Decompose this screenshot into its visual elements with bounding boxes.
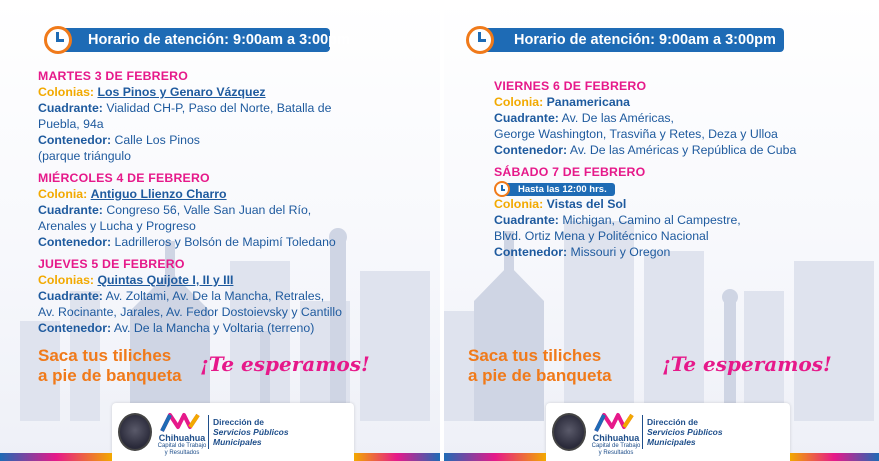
department-line-2: Servicios Públicos [213, 427, 289, 437]
slogan [468, 346, 612, 386]
cuadrante-value: Vialidad CH-P, Paso del Norte, Batalla de [106, 101, 332, 115]
cuadrante-value-cont: Av. Rocinante, Jarales, Av. Fedor Dostoievsky y Cantillo [38, 305, 342, 319]
entry-date: MARTES 3 DE FEBRERO [38, 69, 189, 83]
clock-icon [494, 181, 510, 197]
brand-name: Chihuahua [158, 433, 206, 443]
colonia-value: Los Pinos y Genaro Vázquez [97, 85, 266, 99]
schedule-list [494, 78, 874, 260]
contenedor-label: Contenedor: [38, 235, 112, 249]
contenedor-label: Contenedor: [38, 133, 112, 147]
cuadrante-value: Michigan, Camino al Campestre, [562, 213, 741, 227]
contenedor-value: Missouri y Oregon [570, 245, 671, 259]
colonia-value: Antiguo Llienzo Charro [90, 187, 227, 201]
department-line-3: Municipales [213, 437, 262, 447]
contenedor-value: Av. De las Américas y República de Cuba [569, 143, 797, 157]
chihuahua-logo-icon [594, 411, 634, 433]
slogan-line-1: Saca tus tiliches [38, 346, 172, 365]
brand-tagline [156, 443, 208, 457]
contenedor-label: Contenedor: [494, 245, 568, 259]
schedule-entry [38, 170, 438, 250]
hours-text: Horario de atención: 9:00am a 3:00pm [88, 32, 350, 48]
rainbow-band-left [0, 453, 112, 461]
clock-icon [466, 26, 494, 54]
chihuahua-logo [156, 409, 207, 457]
cuadrante-value-cont: Blvd. Ortiz Mena y Politécnico Nacional [494, 229, 709, 243]
colonia-value: Panamericana [546, 95, 631, 109]
rainbow-band-right [790, 453, 879, 461]
cuadrante-label: Cuadrante: [38, 289, 103, 303]
department-name [213, 417, 289, 447]
schedule-entry [38, 68, 438, 164]
rainbow-band-right [354, 453, 440, 461]
brand-tagline-2: y Resultados [598, 450, 634, 456]
department-line-2: Servicios Públicos [647, 427, 723, 437]
brand-tagline-2: y Resultados [164, 450, 200, 456]
department-line-3: Municipales [647, 437, 696, 447]
colonia-label: Colonias: [38, 85, 95, 99]
clock-icon [44, 26, 72, 54]
welcome-text: ¡Te esperamos! [662, 352, 832, 376]
entry-date: MIÉRCOLES 4 DE FEBRERO [38, 171, 210, 185]
cuadrante-value-cont: Puebla, 94a [38, 117, 104, 131]
contenedor-value: Av. De la Mancha y Voltaria (terreno) [113, 321, 315, 335]
colonia-label: Colonia: [494, 95, 544, 109]
cuadrante-label: Cuadrante: [38, 101, 103, 115]
brand-tagline-1: Capital de Trabajo [591, 443, 641, 449]
top-color-bar [0, 0, 440, 6]
rainbow-band-left [444, 453, 546, 461]
chihuahua-logo-icon [160, 411, 200, 433]
entry-date: JUEVES 5 DE FEBRERO [38, 257, 185, 271]
until-text: Hasta las 12:00 hrs. [518, 184, 607, 195]
department-line-1: Dirección de [213, 417, 265, 427]
cuadrante-value-cont: Arenales y Lucha y Progreso [38, 219, 196, 233]
chihuahua-logo [590, 409, 641, 457]
logo-divider [642, 415, 643, 449]
colonia-value: Quintas Quijote I, II y III [97, 273, 234, 287]
until-badge [502, 183, 615, 196]
logo-divider [208, 415, 209, 449]
slogan-line-1: Saca tus tiliches [468, 346, 602, 365]
colonia-value: Vistas del Sol [546, 197, 627, 211]
slogan [38, 346, 182, 386]
colonia-label: Colonia: [38, 187, 88, 201]
schedule-list [38, 68, 438, 336]
cuadrante-label: Cuadrante: [38, 203, 103, 217]
cuadrante-value-cont: George Washington, Trasviña y Retes, Deza y Ulloa [494, 127, 778, 141]
schedule-entry [38, 256, 438, 336]
cuadrante-value: Congreso 56, Valle San Juan del Río, [106, 203, 312, 217]
contenedor-value-cont: (parque triángulo [38, 149, 131, 163]
department-line-1: Dirección de [647, 417, 699, 427]
entry-date: SÁBADO 7 DE FEBRERO [494, 165, 646, 179]
slogan-line-2: a pie de banqueta [468, 366, 612, 385]
entry-date: VIERNES 6 DE FEBRERO [494, 79, 647, 93]
right-panel [444, 0, 879, 461]
cuadrante-label: Cuadrante: [494, 213, 559, 227]
brand-tagline-1: Capital de Trabajo [157, 443, 207, 449]
contenedor-value: Calle Los Pinos [114, 133, 200, 147]
city-seal-icon [552, 413, 586, 451]
hours-banner [58, 28, 350, 52]
hours-text: Horario de atención: 9:00am a 3:00pm [514, 32, 776, 48]
hours-banner [484, 28, 784, 52]
cuadrante-value: Av. Zoltami, Av. De la Mancha, Retrales, [105, 289, 325, 303]
colonia-label: Colonias: [38, 273, 95, 287]
footer-logos [112, 403, 354, 461]
slogan-line-2: a pie de banqueta [38, 366, 182, 385]
cuadrante-label: Cuadrante: [494, 111, 559, 125]
welcome-text: ¡Te esperamos! [200, 352, 370, 376]
schedule-entry [494, 78, 874, 158]
brand-name: Chihuahua [592, 433, 640, 443]
brand-tagline [590, 443, 642, 457]
footer-logos [546, 403, 790, 461]
city-seal-icon [118, 413, 152, 451]
cuadrante-value: Av. De las Américas, [561, 111, 674, 125]
schedule-entry [494, 164, 874, 260]
contenedor-label: Contenedor: [38, 321, 112, 335]
contenedor-label: Contenedor: [494, 143, 568, 157]
contenedor-value: Ladrilleros y Bolsón de Mapimí Toledano [114, 235, 336, 249]
colonia-label: Colonia: [494, 197, 544, 211]
department-name [647, 417, 723, 447]
